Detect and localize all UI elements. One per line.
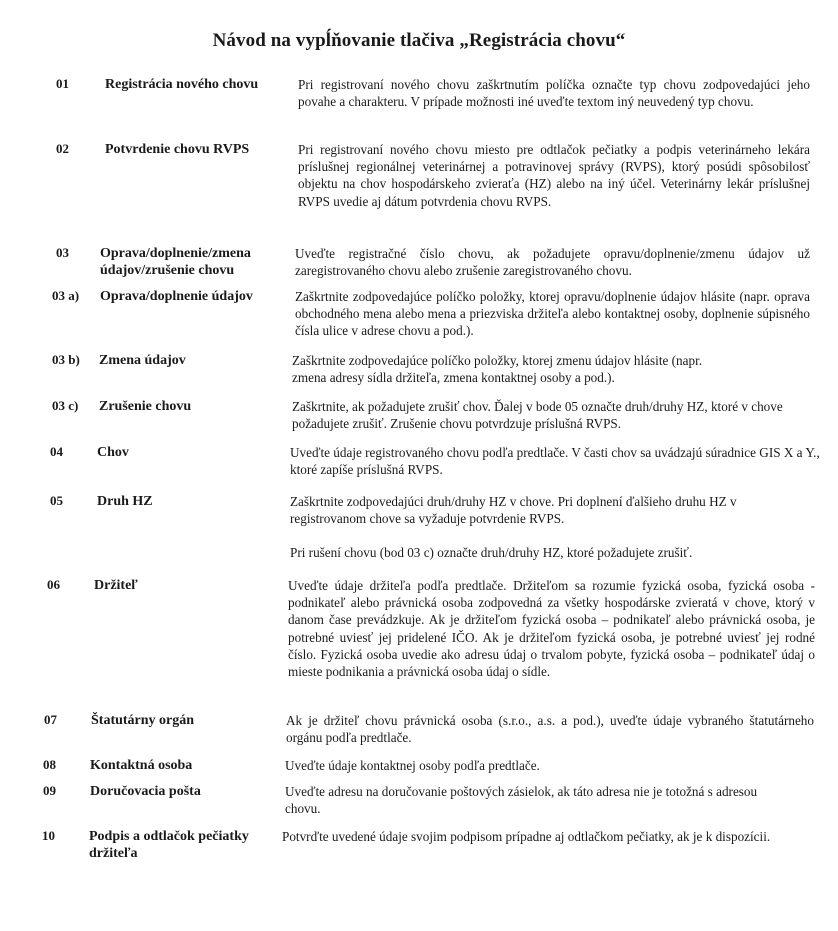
item-description: Potvrďte uvedené údaje svojim podpisom prípadne aj odtlačkom pečiatky, ak je k dispozícii. — [282, 829, 771, 844]
item-number: 02 — [56, 141, 69, 156]
item-number: 03 b) — [52, 352, 80, 367]
item-number: 09 — [43, 783, 56, 798]
item-description: Zaškrtnite zodpovedajúce políčko položky, ktorej zmenu údajov hlásite (napr. zmena adresy sídla držiteľa, zmena kontaktnej osoby a pod.). — [292, 353, 703, 386]
item-label: Zrušenie chovu — [99, 399, 192, 414]
item-number: 01 — [56, 76, 69, 91]
item-description: Uveďte údaje registrovaného chovu podľa predtlače. V časti chov sa uvádzajú súradnice GIS X a Y., ktoré zapíše príslušná RVPS. — [290, 445, 820, 478]
item-label: Držiteľ — [94, 578, 138, 593]
item-label: Chov — [97, 445, 129, 460]
item-label: Registrácia nového chovu — [105, 77, 259, 92]
item-description: Uveďte adresu na doručovanie poštových zásielok, ak táto adresa nie je totožná s adresou chovu. — [285, 784, 758, 817]
item-label: Druh HZ — [97, 494, 153, 509]
item-description: Pri registrovaní nového chovu miesto pre odtlačok pečiatky a podpis veterinárneho lekára príslušnej regionálnej veterinárnej a potravinovej správy (RVPS), ktorý posúdi spôsobilosť objektu na chov hospodárskeho zvieraťa (HZ) alebo na iný účel. Veterinárny lekár príslušnej RVPS uvedie aj dátum potvrdenia chovu RVPS. — [298, 142, 810, 209]
item-number: 08 — [43, 757, 56, 772]
item-label: Štatutárny orgán — [91, 713, 195, 728]
item-label: Kontaktná osoba — [90, 758, 193, 773]
item-label: Podpis a odtlačok pečiatky držiteľa — [89, 829, 249, 861]
item-description: Uveďte registračné číslo chovu, ak požadujete opravu/doplnenie/zmenu údajov už zaregistrovaného chovu alebo zrušenie zaregistrovaného chovu. — [295, 246, 810, 279]
item-description: Zaškrtnite zodpovedajúci druh/druhy HZ v chove. Pri doplnení ďalšieho druhu HZ v registrovanom chove sa vyžaduje potvrdenie RVPS. Pri rušení chovu (bod 03 c) označte druh/druhy HZ, ktoré požadujete zrušiť. — [290, 493, 790, 562]
document-title: Návod na vypĺňovanie tlačiva „Registrácia chovu“ — [212, 30, 626, 51]
item-number: 07 — [44, 712, 57, 727]
item-label: Oprava/doplnenie údajov — [100, 289, 253, 304]
item-number: 03 a) — [52, 288, 80, 303]
item-description: Uveďte údaje držiteľa podľa predtlače. Držiteľom sa rozumie fyzická osoba, fyzická osoba - podnikateľ alebo právnická osoba zodpovedná za všetky hospodárske zvieratá v chove, ktorý v danom čase prevádzkuje. Ak je držiteľom fyzická osoba – podnikateľ alebo právnická osoba, je potrebné uviesť jej pridelené IČO. Ak je držiteľom fyzická osoba, je potrebné uviesť jej rodné číslo. Fyzická osoba uvedie ako adresu údaj o trvalom pobyte, fyzická osoba – podnikateľ údaj o mieste podnikania a právnická osoba údaj o sídle. — [288, 578, 815, 680]
item-number: 03 — [56, 245, 69, 260]
item-description: Ak je držiteľ chovu právnická osoba (s.r.o., a.s. a pod.), uveďte údaje vybraného štatutárneho orgánu podľa predtlače. — [286, 713, 814, 746]
item-label: Doručovacia pošta — [90, 784, 201, 799]
item-description-note: Pri rušení chovu (bod 03 c) označte druh/druhy HZ, ktoré požadujete zrušiť. — [290, 545, 693, 561]
item-description: Pri registrovaní nového chovu zaškrtnutím políčka označte typ chovu zodpovedajúci jeho povahe a charakteru. V prípade možnosti iné uveďte textom iný neuvedený typ chovu. — [298, 77, 810, 110]
item-label: Zmena údajov — [99, 353, 186, 368]
item-label: Potvrdenie chovu RVPS — [105, 142, 250, 157]
item-number: 10 — [42, 828, 55, 843]
item-number: 05 — [50, 493, 63, 508]
item-description: Zaškrtnite zodpovedajúce políčko položky, ktorej opravu/doplnenie údajov hlásite (napr. oprava obchodného mena alebo mena a priezviska držiteľa alebo kontaktnej osoby, doplnenie súpisného čísla ulice v adrese chovu a pod.). — [295, 289, 810, 339]
item-number: 04 — [50, 444, 63, 459]
item-description: Uveďte údaje kontaktnej osoby podľa predtlače. — [285, 758, 540, 773]
item-number: 06 — [47, 577, 60, 592]
item-label: Oprava/doplnenie/zmena údajov/zrušenie chovu — [100, 246, 251, 278]
item-number: 03 c) — [52, 398, 79, 413]
item-description: Zaškrtnite, ak požadujete zrušiť chov. Ďalej v bode 05 označte druh/druhy HZ, ktoré v chove požadujete zrušiť. Zrušenie chovu potvrdzuje príslušná RVPS. — [292, 399, 783, 432]
